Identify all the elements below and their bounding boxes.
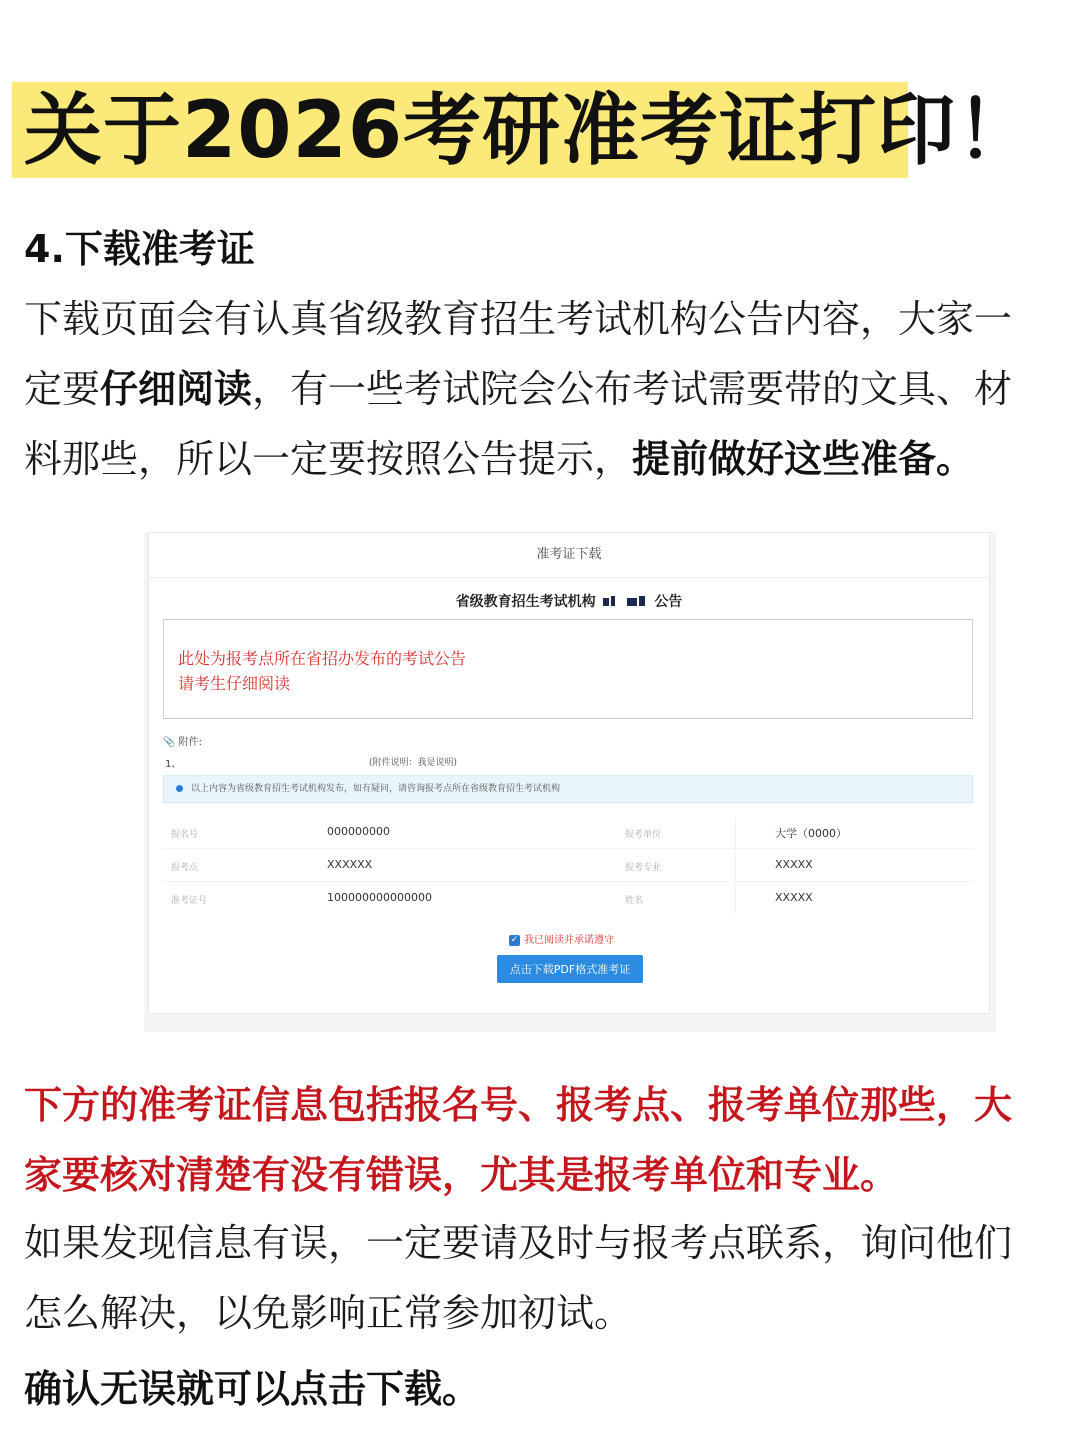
- intro-bold-1: 仔细阅读: [100, 367, 253, 411]
- info-row: [163, 850, 973, 882]
- field-value: 100000000000000: [327, 891, 432, 904]
- field-label: 姓名: [625, 896, 644, 906]
- field-value: XXXXX: [775, 858, 813, 871]
- paperclip-icon: 📎: [163, 737, 176, 748]
- info-icon: [176, 785, 183, 792]
- field-value: XXXXXX: [327, 858, 373, 871]
- info-bar: [163, 775, 973, 803]
- field-label: 报考专业: [625, 863, 662, 873]
- attachment-label: [163, 733, 202, 748]
- field-label: 报名号: [171, 830, 199, 840]
- page-title: 关于2026考研准考证打印！: [24, 86, 1036, 176]
- attachment-note[interactable]: (附件说明：我是说明): [369, 758, 458, 768]
- notice-line-1: 此处为报考点所在省招办发布的考试公告: [178, 649, 467, 668]
- screenshot-panel: [144, 532, 996, 1032]
- download-page-title: 准考证下载: [149, 533, 989, 578]
- attachment-label-text: 附件:: [178, 737, 203, 748]
- intro-paragraph: [24, 284, 1034, 494]
- download-pdf-button[interactable]: 点击下载PDF格式准考证: [497, 955, 643, 983]
- checkmark-icon[interactable]: ✓: [510, 934, 519, 945]
- notice-box: [163, 619, 973, 719]
- intro-text-2: ，有一些考试院会公布考试需要带的文具、材料那些，所以一定要按照公告提示，: [24, 367, 1013, 481]
- download-card: [148, 532, 990, 1014]
- notice-title: [149, 591, 989, 611]
- agree-text: 我已阅读并承诺遵守: [524, 935, 614, 946]
- intro-text-1: 下载页面会有认真省级教育招生考试机构公告内容，大家一定要: [24, 297, 1013, 411]
- info-row: [163, 817, 973, 849]
- field-value: 大学（0000）: [775, 827, 847, 840]
- field-label: 报考点: [171, 863, 199, 873]
- intro-bold-2: 提前做好这些准备。: [632, 437, 975, 481]
- closing-line: 确认无误就可以点击下载。: [24, 1367, 481, 1411]
- info-text: 以上内容为省级教育招生考试机构发布，如有疑问，请咨询报考点所在省级教育招生考试机构: [191, 784, 561, 794]
- attachment-index: 1、: [165, 759, 182, 770]
- red-note: 下方的准考证信息包括报名号、报考点、报考单位那些，大家要核对清楚有没有错误，尤其是报考单位和专业。: [24, 1083, 1013, 1197]
- notice-title-suffix: 公告: [654, 594, 683, 610]
- notice-title-prefix: 省级教育招生考试机构: [455, 594, 596, 610]
- field-label: 报考单位: [625, 830, 662, 840]
- field-label: 准考证号: [171, 896, 208, 906]
- followup-paragraph: 如果发现信息有误，一定要请及时与报考点联系，询问他们怎么解决，以免影响正常参加初试。: [24, 1221, 1013, 1335]
- redacted-mark: [603, 594, 648, 610]
- notice-line-2: 请考生仔细阅读: [178, 674, 291, 693]
- info-row: [163, 883, 973, 915]
- section-heading: 4.下载准考证: [24, 227, 255, 271]
- field-value: XXXXX: [775, 891, 813, 904]
- agree-checkbox[interactable]: [509, 931, 614, 946]
- field-value: 000000000: [327, 825, 390, 838]
